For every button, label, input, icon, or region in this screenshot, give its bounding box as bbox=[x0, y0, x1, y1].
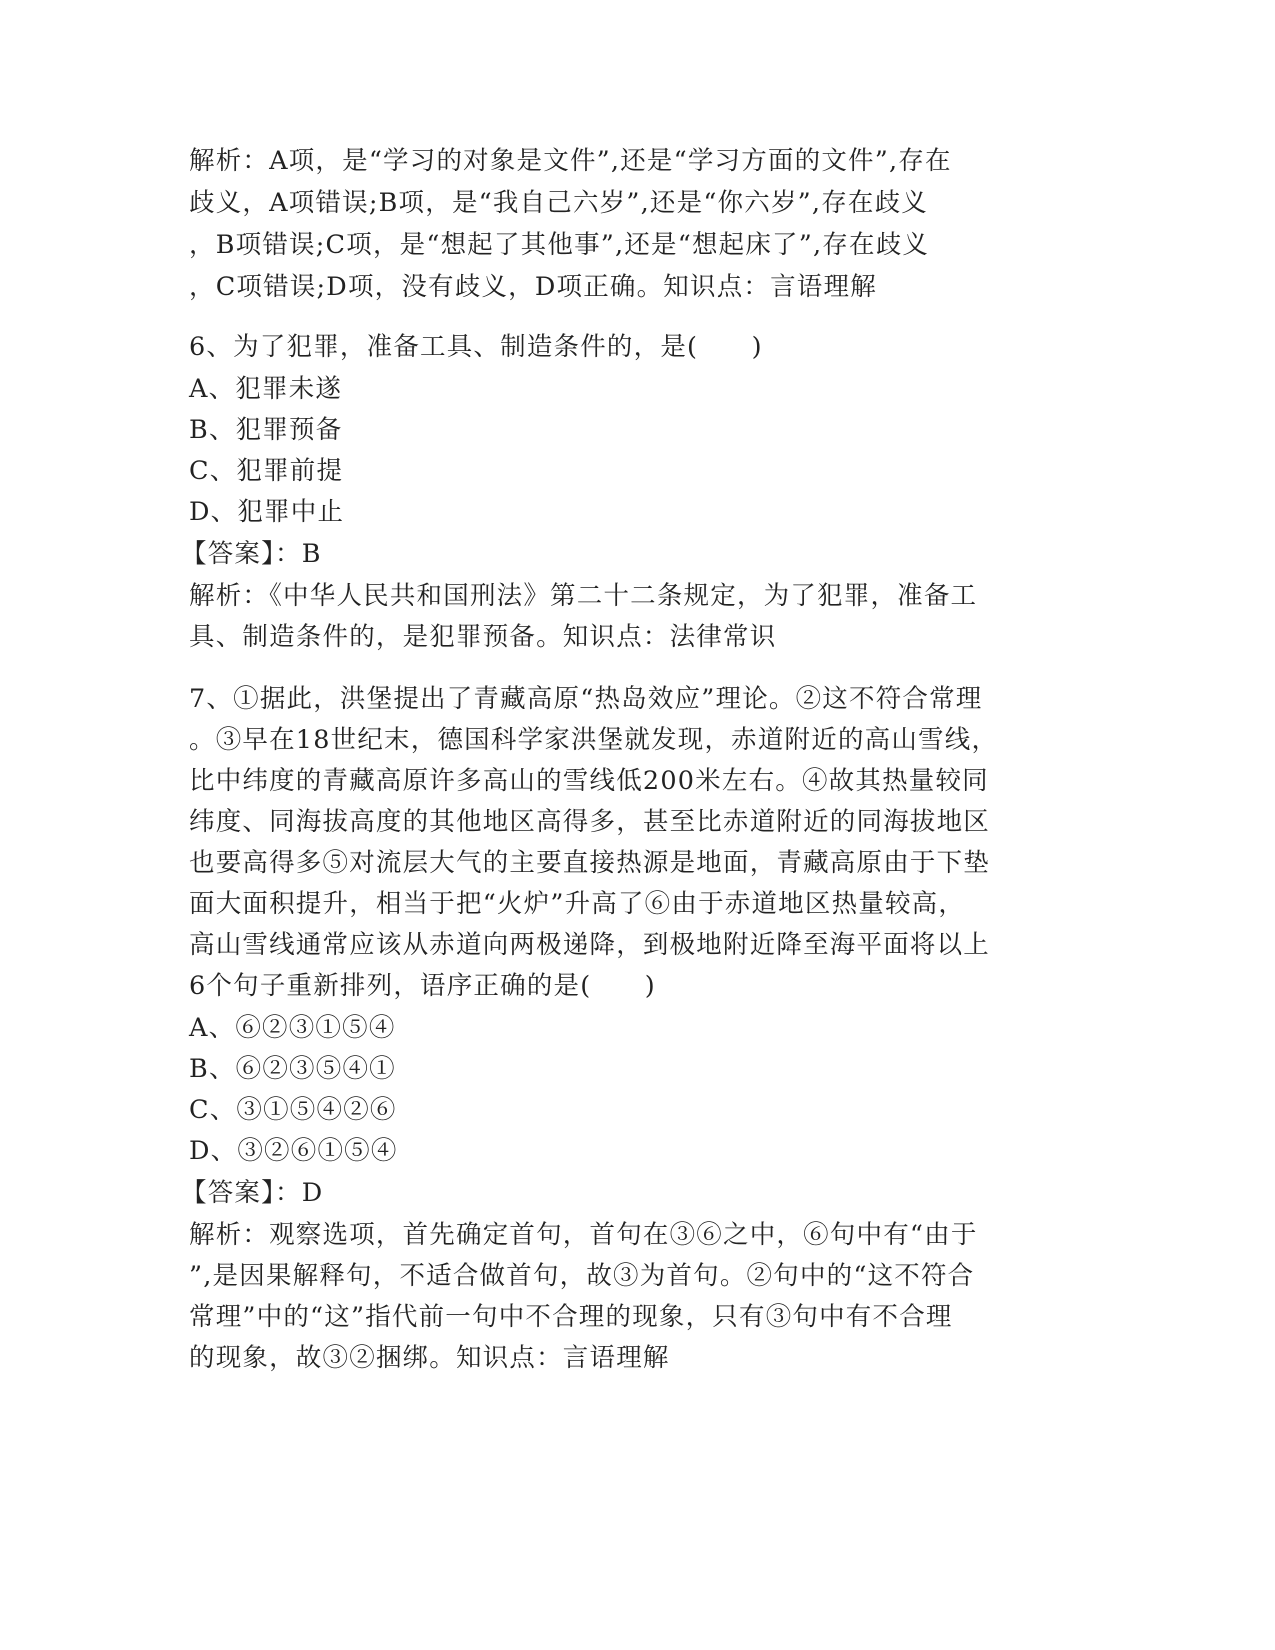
question-line: 。③早在18世纪末，德国科学家洪堡就发现，赤道附近的高山雪线， bbox=[189, 725, 999, 755]
option-c: C、犯罪前提 bbox=[189, 456, 344, 486]
analysis-line: 具、制造条件的，是犯罪预备。知识点：法律常识 bbox=[189, 622, 777, 652]
question-text: 6、为了犯罪，准备工具、制造条件的，是( ) bbox=[189, 332, 763, 362]
option-c: C、③①⑤④②⑥ bbox=[189, 1095, 397, 1125]
analysis-line: 解析：《中华人民共和国刑法》第二十二条规定，为了犯罪，准备工 bbox=[189, 581, 978, 611]
option-b: B、⑥②③⑤④① bbox=[189, 1054, 396, 1084]
question-line: 比中纬度的青藏高原许多高山的雪线低200米左右。④故其热量较同 bbox=[189, 766, 989, 796]
analysis-line: ，B项错误;C项，是“想起了其他事”,还是“想起床了”,存在歧义 bbox=[189, 230, 930, 260]
analysis-line: 的现象，故③②捆绑。知识点：言语理解 bbox=[189, 1343, 670, 1373]
analysis-line: 解析：观察选项，首先确定首句，首句在③⑥之中，⑥句中有“由于 bbox=[189, 1220, 978, 1250]
option-a: A、⑥②③①⑤④ bbox=[189, 1013, 396, 1043]
question-line: 纬度、同海拔高度的其他地区高得多，甚至比赤道附近的同海拔地区 bbox=[189, 807, 991, 837]
analysis-line: 常理”中的“这”指代前一句中不合理的现象，只有③句中有不合理 bbox=[189, 1302, 953, 1332]
option-d: D、犯罪中止 bbox=[189, 497, 345, 527]
question-line: 6个句子重新排列，语序正确的是( ) bbox=[189, 971, 656, 1001]
question-line: 面大面积提升，相当于把“火炉”升高了⑥由于赤道地区热量较高， bbox=[189, 889, 966, 919]
analysis-line: ，C项错误;D项，没有歧义，D项正确。知识点：言语理解 bbox=[189, 272, 877, 302]
question-line: 高山雪线通常应该从赤道向两极递降，到极地附近降至海平面将以上 bbox=[189, 930, 991, 960]
question-line: 7、①据此，洪堡提出了青藏高原“热岛效应”理论。②这不符合常理 bbox=[189, 684, 983, 714]
option-d: D、③②⑥①⑤④ bbox=[189, 1136, 398, 1166]
question-line: 也要高得多⑤对流层大气的主要直接热源是地面，青藏高原由于下垫 bbox=[189, 848, 991, 878]
option-a: A、犯罪未遂 bbox=[189, 374, 343, 404]
option-b: B、犯罪预备 bbox=[189, 415, 343, 445]
analysis-line: 解析：A项，是“学习的对象是文件”,还是“学习方面的文件”,存在 bbox=[189, 146, 952, 176]
answer-label: 【答案】：D bbox=[181, 1178, 324, 1208]
answer-label: 【答案】：B bbox=[181, 539, 322, 569]
analysis-line: ”,是因果解释句，不适合做首句，故③为首句。②句中的“这不符合 bbox=[189, 1261, 975, 1291]
analysis-line: 歧义，A项错误;B项，是“我自己六岁”,还是“你六岁”,存在歧义 bbox=[189, 188, 929, 218]
